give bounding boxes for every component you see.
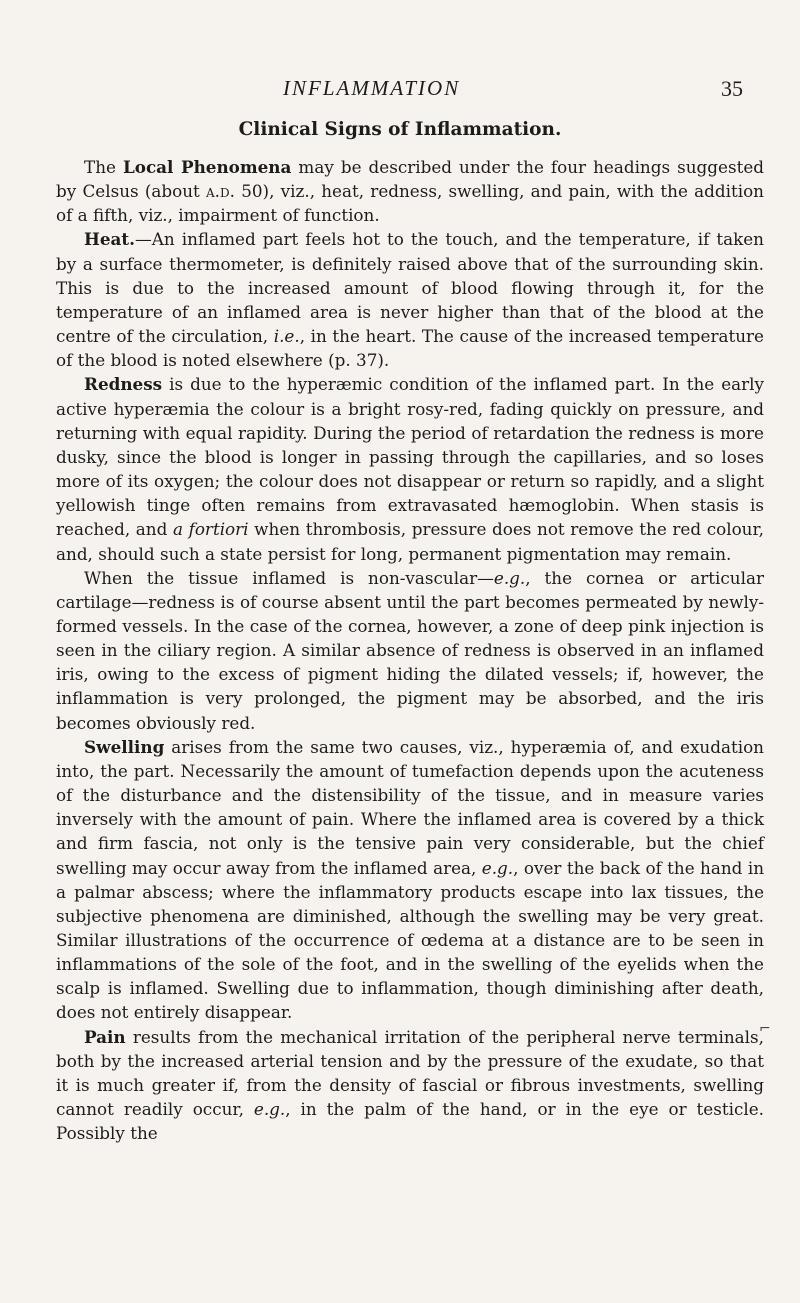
nonvascular-text-1: When the tissue inflamed is non-vascular—: [84, 567, 494, 588]
pain-text-1: results from the mechanical irritation of the peripheral nerve terminals, both by the increased arterial tension and by the pressure of the exudate, so that it is much greater if, from the density of fascial or fibrous investments, swelling cannot readily occur,: [56, 1026, 764, 1120]
heat-text-1: —An inflamed part feels hot to the touch, and the temperature, if taken by a surface thermometer, is definitely raised above that of the surrounding skin. This is due to the increased amount of blood flowing through it, for the temperature of an inflamed area is never higher than that of the blood at the centre of the circulation,: [56, 229, 764, 347]
redness-text-2: when thrombosis, pressure does not remove the red colour, and, should such a state persist for long, permanent pigmentation may remain.: [56, 519, 765, 564]
paragraph-heat: [56, 227, 764, 372]
intro-text-1: may be described under the four headings suggested by Celsus (about: [56, 157, 764, 202]
running-title: INFLAMMATION: [283, 76, 461, 100]
section-heading: Clinical Signs of Inflammation.: [238, 119, 562, 140]
swelling-text-2: , over the back of the hand in a palmar abscess; where the inflammatory products escape into lax tissues, the subjective phenomena are diminished, although the swelling may be very great. Similar illustrations of the occurrence of œdema at a distance are to be seen in inflammations of the sole of the foot, and in the swelling of the eyelids when the scalp is inflamed. Swelling due to inflammation, though diminishing after death, does not entirely disappear.: [56, 857, 765, 1023]
paragraph-intro: [56, 155, 764, 227]
heat-text-2: , in the heart. The cause of the increased temperature of the blood is noted elsewhere (p. 37).: [56, 326, 764, 371]
term-swelling: Swelling: [84, 736, 165, 757]
page-header: [283, 76, 743, 106]
nonvascular-eg: e.g.: [493, 567, 526, 588]
redness-fortiori: a fortiori: [172, 519, 249, 540]
pain-text-2: , in the palm of the hand, or in the eye or testicle. Possibly the: [56, 1099, 764, 1144]
term-local-phenomena: Local Phenomena: [122, 157, 292, 177]
nonvascular-text-2: , the cornea or articular cartilage—redness is of course absent until the part becomes permeated by newly-formed vessels. In the case of the cornea, however, a zone of deep pink injection is seen in the ciliary region. A similar absence of redness is observed in an inflamed iris, owing to the excess of pigment hiding the dilated vessels; if, however, the inflammation is very prolonged, the pigment may be absorbed, and the iris becomes obviously red.: [56, 567, 764, 733]
paragraph-redness: [56, 372, 764, 565]
margin-mark-icon: ⌐: [759, 1021, 771, 1037]
body-text: [56, 155, 764, 1145]
term-pain: Pain: [84, 1026, 126, 1047]
swelling-eg: e.g.: [481, 857, 514, 878]
intro-ad: a.d.: [206, 181, 235, 202]
paragraph-swelling: [56, 735, 764, 1025]
pain-eg: e.g.: [253, 1099, 286, 1120]
paragraph-nonvascular: [56, 566, 764, 735]
redness-text-1: is due to the hyperæmic condition of the inflamed part. In the early active hyperæmia the colour is a bright rosy-red, fading quickly on pressure, and returning with equal rapidity. During the period of retardation the redness is more dusky, since the blood is longer in passing through the capillaries, and so loses more of its oxygen; the colour does not disappear or return so rapidly, and a slight yellowish tinge often remains from extravasated hæmoglobin. When stasis is reached, and: [56, 374, 764, 540]
swelling-text-1: arises from the same two causes, viz., hyperæmia of, and exudation into, the part. Necessarily the amount of tumefaction depends upon the acuteness of the disturbance and the distensibility of the tissue, and in measure varies inversely with the amount of pain. Where the inflamed area is covered by a thick and firm fascia, not only is the tensive pain very considerable, but the chief swelling may occur away from the inflamed area,: [56, 736, 764, 878]
heat-ie: i.e.: [273, 326, 300, 347]
term-redness: Redness: [84, 374, 163, 395]
intro-text-2: 50), viz., heat, redness, swelling, and pain, with the addition of a fifth, viz., impairment of function.: [56, 181, 764, 226]
intro-lead: The: [84, 157, 116, 177]
term-heat: Heat.: [84, 229, 135, 250]
paragraph-pain: [56, 1025, 764, 1146]
page-number: 35: [721, 76, 743, 101]
